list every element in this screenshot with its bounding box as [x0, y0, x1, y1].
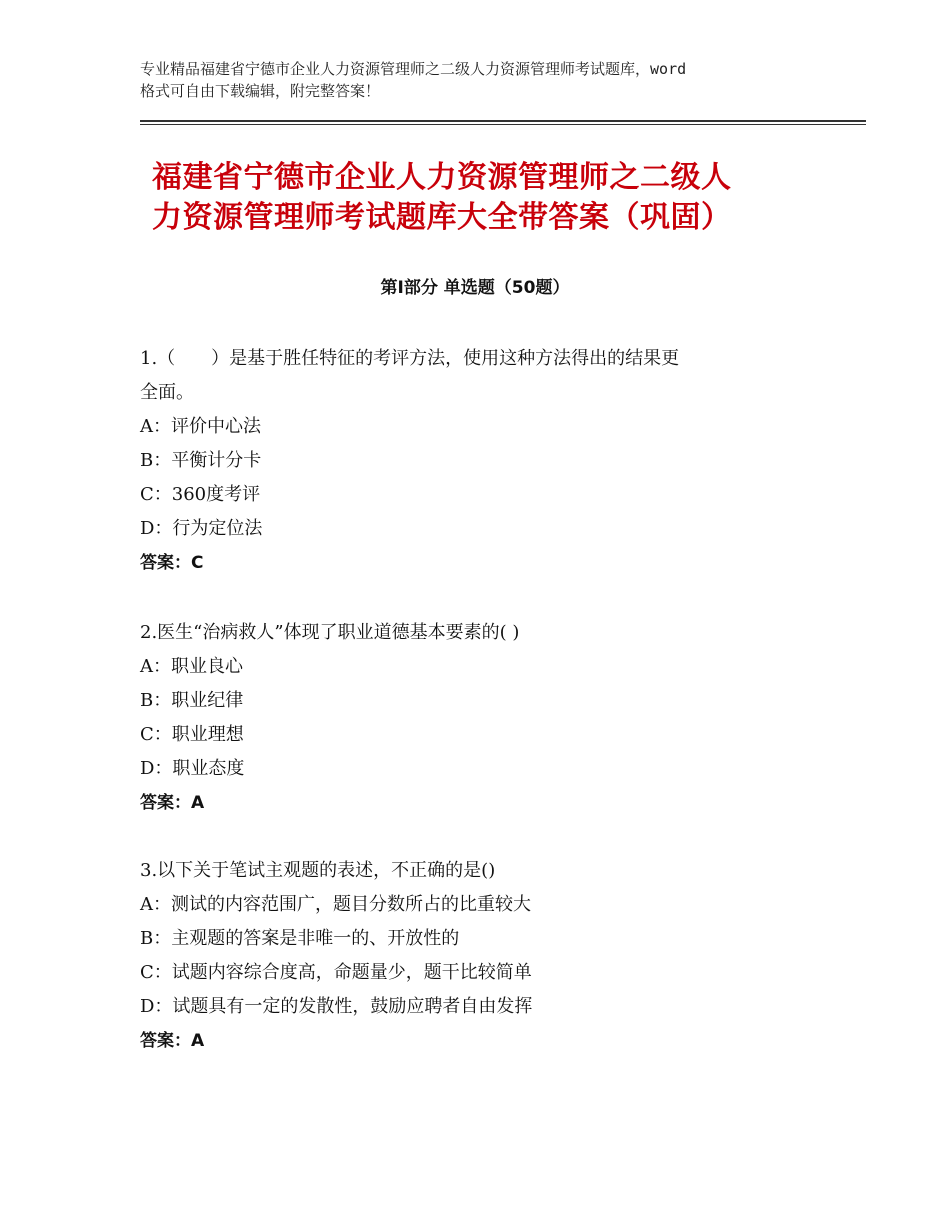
option-a: A：职业良心 — [140, 656, 243, 677]
option-d: D：行为定位法 — [140, 518, 263, 539]
header-divider-thick — [140, 120, 866, 122]
question-2 — [140, 616, 830, 820]
document-title-line-2: 力资源管理师考试题库大全带答案（巩固） — [152, 200, 732, 235]
document-title-line-1: 福建省宁德市企业人力资源管理师之二级人 — [152, 160, 732, 195]
option-c: C：360度考评 — [140, 484, 261, 505]
option-d: D：试题具有一定的发散性，鼓励应聘者自由发挥 — [140, 996, 533, 1017]
option-b: B：平衡计分卡 — [140, 450, 262, 471]
option-d: D：职业态度 — [140, 758, 245, 779]
question-1 — [140, 342, 830, 580]
answer: 答案：A — [140, 793, 205, 813]
option-b: B：主观题的答案是非唯一的、开放性的 — [140, 928, 460, 949]
option-a: A：评价中心法 — [140, 416, 261, 437]
header-note — [140, 58, 830, 102]
option-c: C：职业理想 — [140, 724, 244, 745]
option-a: A：测试的内容范围广，题目分数所占的比重较大 — [140, 894, 531, 915]
document-title — [152, 158, 842, 238]
question-stem-line-2: 全面。 — [140, 382, 194, 403]
question-stem-line-1: 1.（ ）是基于胜任特征的考评方法，使用这种方法得出的结果更 — [140, 348, 680, 369]
section-heading: 第Ⅰ部分 单选题（50题） — [380, 278, 570, 298]
option-c: C：试题内容综合度高，命题量少，题干比较简单 — [140, 962, 532, 983]
answer: 答案：A — [140, 1031, 205, 1051]
question-3 — [140, 854, 830, 1058]
option-b: B：职业纪律 — [140, 690, 244, 711]
header-note-line-1: 专业精品福建省宁德市企业人力资源管理师之二级人力资源管理师考试题库，word — [140, 60, 687, 78]
question-stem-line-1: 2.医生“治病救人”体现了职业道德基本要素的( ) — [140, 622, 520, 643]
answer: 答案：C — [140, 553, 204, 573]
header-note-line-2: 格式可自由下载编辑，附完整答案！ — [140, 82, 381, 100]
question-stem-line-1: 3.以下关于笔试主观题的表述，不正确的是() — [140, 860, 496, 881]
header-divider-thin — [140, 124, 866, 125]
